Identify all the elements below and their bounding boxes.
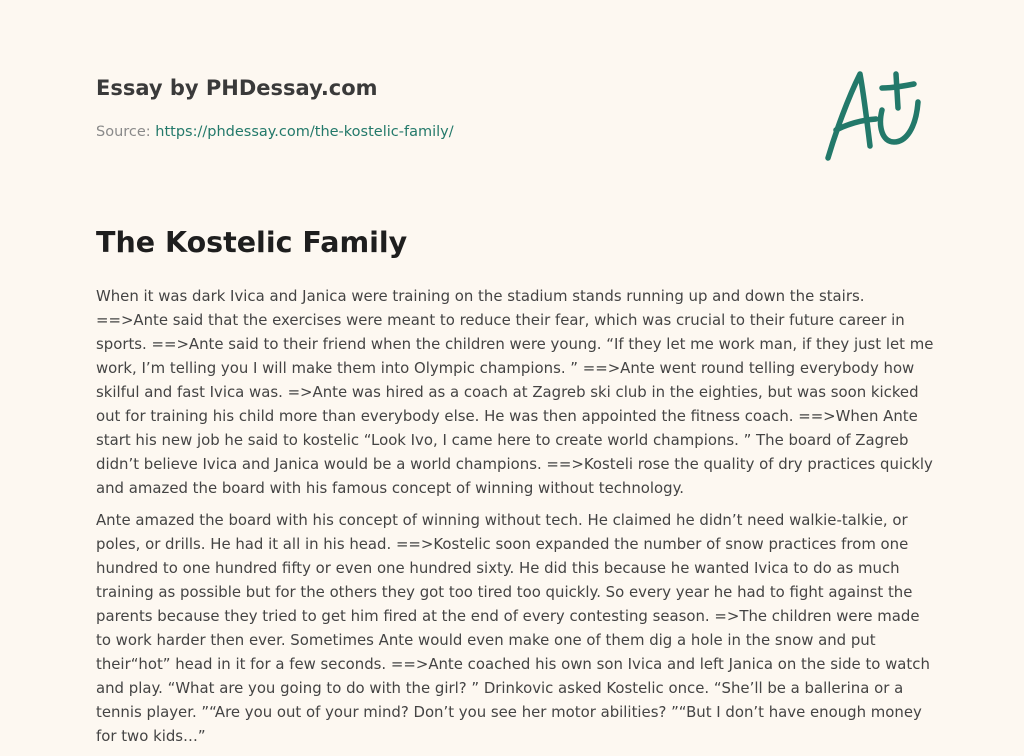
source-link[interactable]: https://phdessay.com/the-kostelic-family/	[155, 124, 454, 140]
source-label: Source:	[96, 124, 156, 140]
a-plus-grade-icon	[818, 66, 930, 166]
site-brand: Essay by PHDessay.com	[96, 76, 378, 100]
essay-title: The Kostelic Family	[96, 226, 408, 259]
essay-body	[96, 284, 936, 756]
essay-paragraph: When it was dark Ivica and Janica were training on the stadium stands running up and down the stairs. ==>Ante said that the exercises were meant to reduce their fear, which was crucial to their future career in sports. ==>Ante said to their friend when the children were young. “If they let me work man, if they just let me work, I’m telling you I will make them into Olympic champions. ” ==>Ante went round telling everybody how skilful and fast Ivica was. =>Ante was hired as a coach at Zagreb ski club in the eighties, but was soon kicked out for training his child more than everybody else. He was then appointed the fitness coach. ==>When Ante start his new job he said to kostelic “Look Ivo, I came here to create world champions. ” The board of Zagreb didn’t believe Ivica and Janica would be a world champions. ==>Kosteli rose the quality of dry practices quickly and amazed the board with his famous concept of winning without technology.	[96, 287, 934, 497]
essay-paragraph: Ante amazed the board with his concept of winning without tech. He claimed he didn’t need walkie-talkie, or poles, or drills. He had it all in his head. ==>Kostelic soon expanded the number of snow practices from one hundred to one hundred fifty or even one hundred sixty. He did this because he wanted Ivica to do as much training as possible but for the others they got too tired too quickly. So every year he had to fight against the parents because they tried to get him fired at the end of every contesting season. =>The children were made to work harder then ever. Sometimes Ante would even make one of them dig a hole in the snow and put their“hot” head in it for a few seconds. ==>Ante coached his own son Ivica and left Janica on the side to watch and play. “What are you going to do with the girl? ” Drinkovic asked Kostelic once. “She’ll be a ballerina or a tennis player. ”“Are you out of your mind? Don’t you see her motor abilities? ”“But I don’t have enough money for two kids…”	[96, 511, 930, 745]
source-line	[96, 124, 454, 140]
